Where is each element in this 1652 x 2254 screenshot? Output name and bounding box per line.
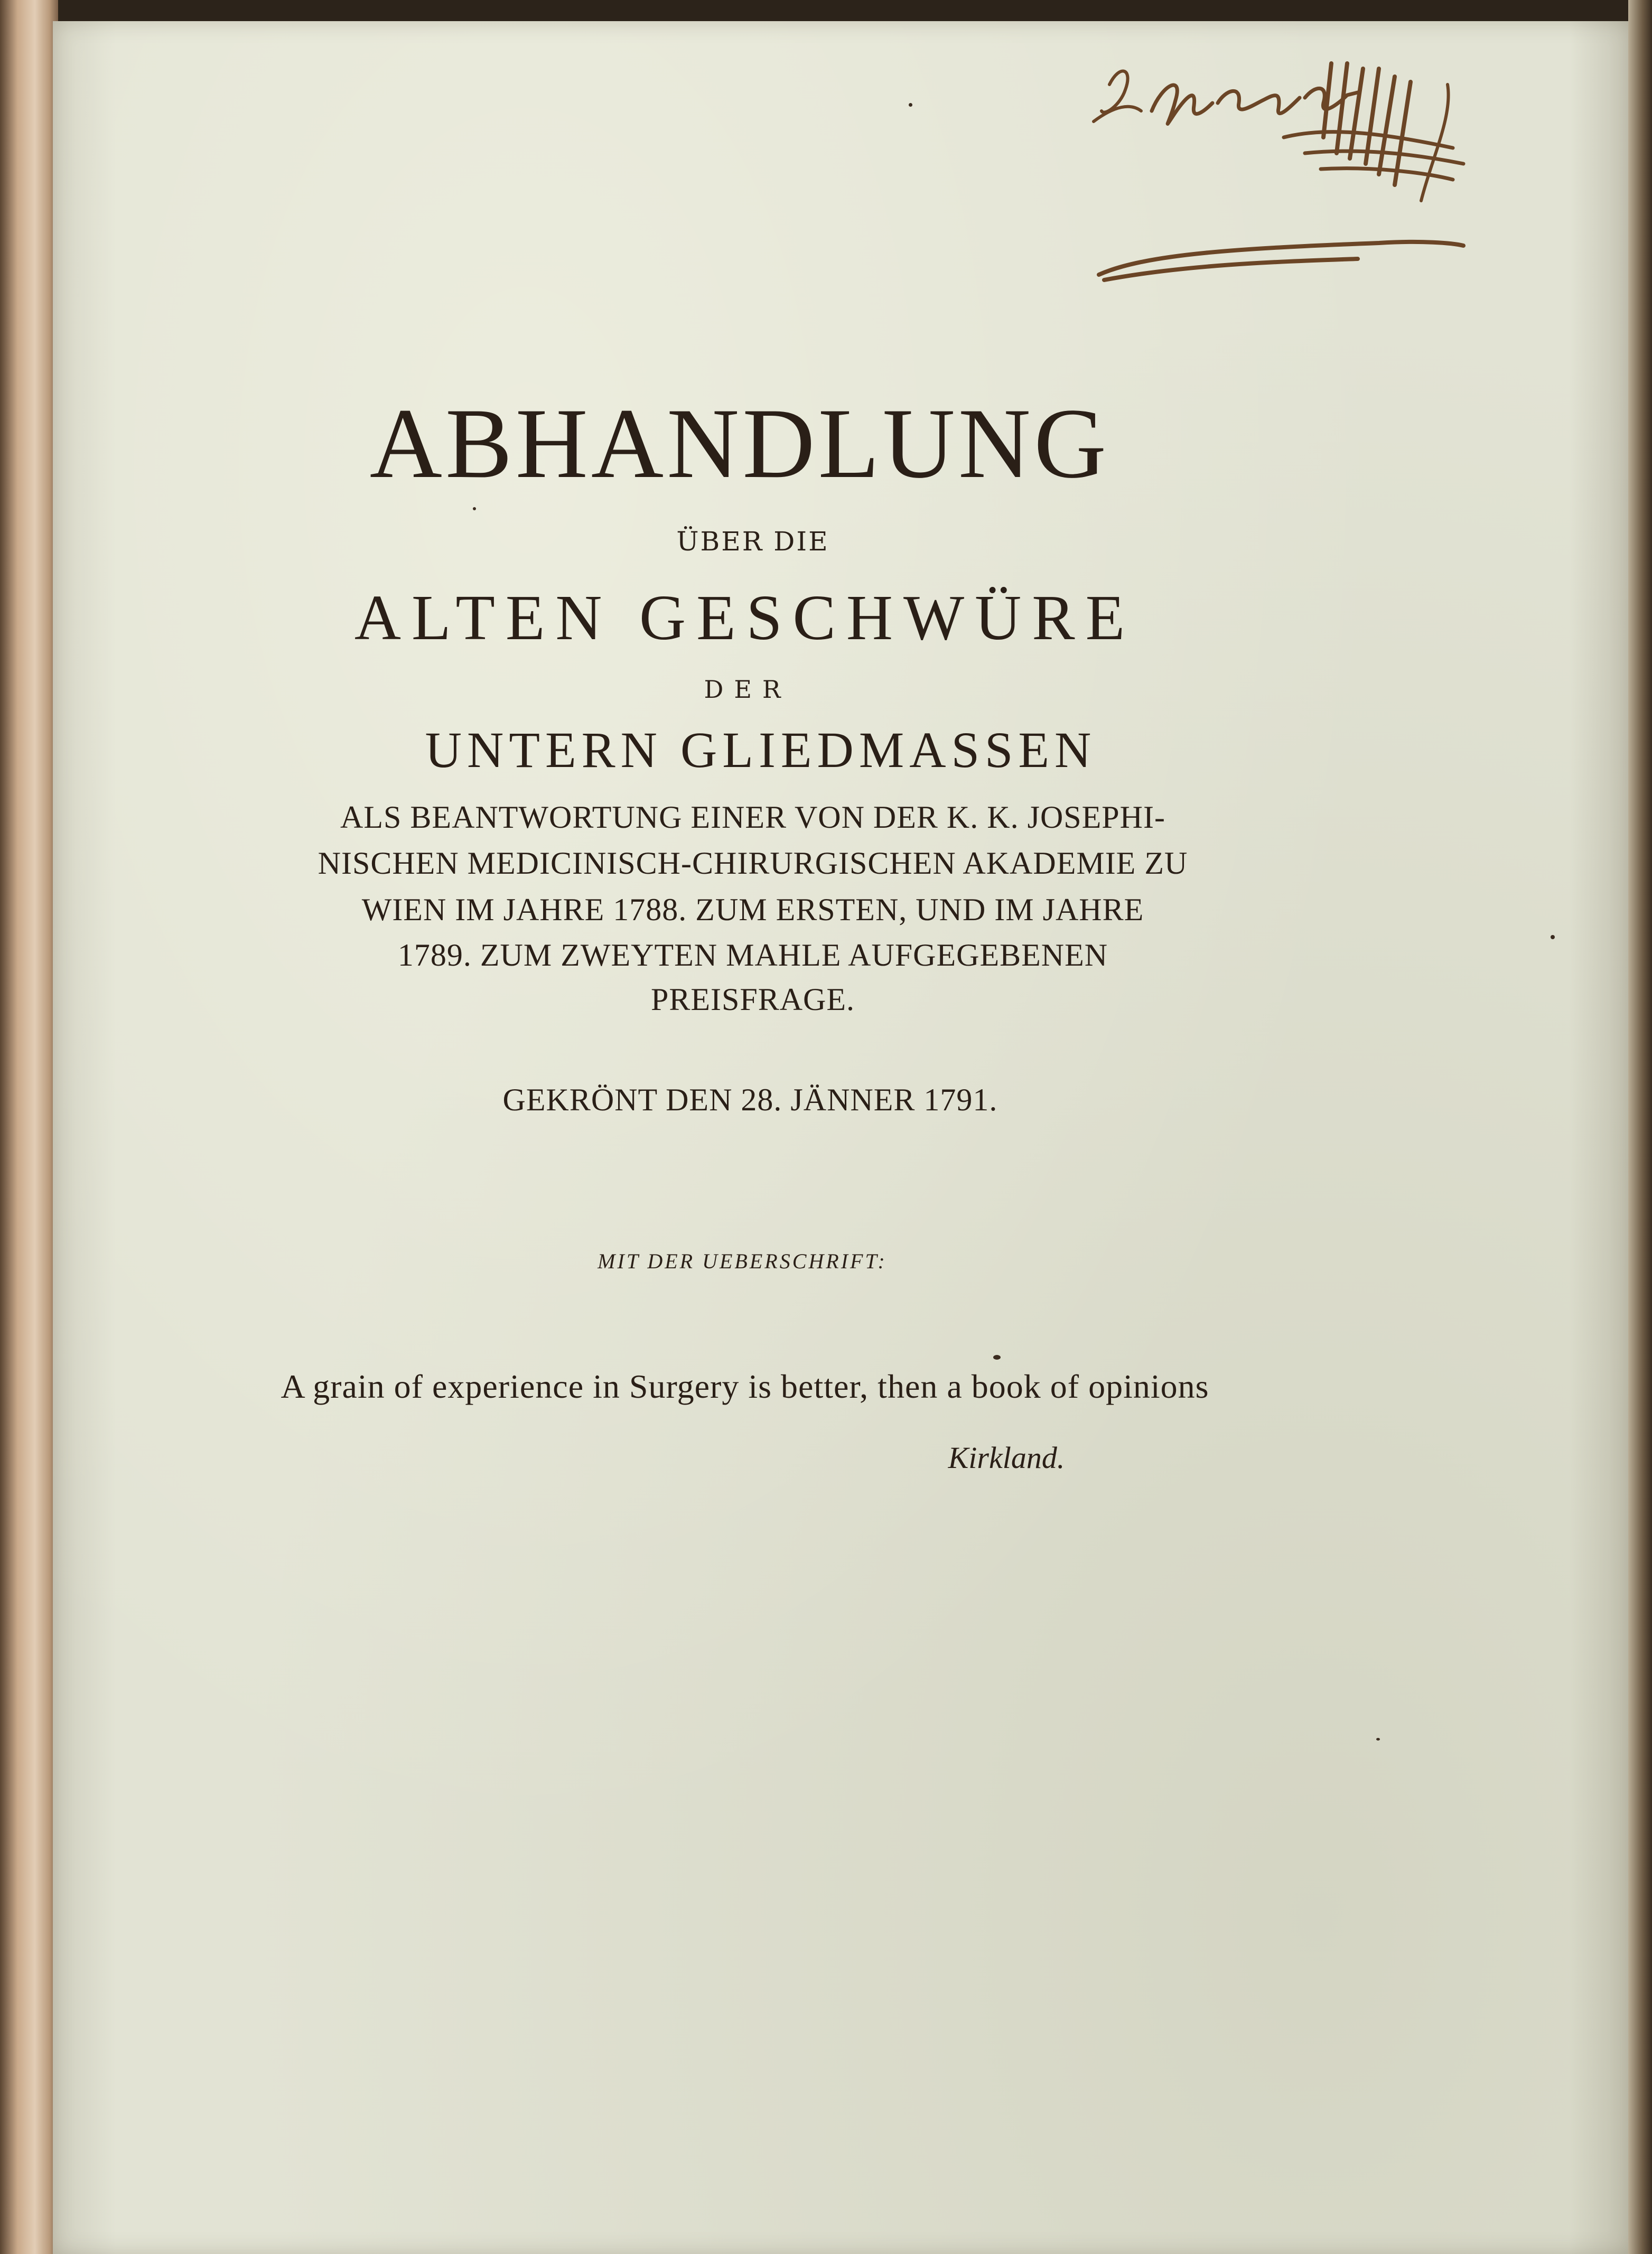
motto-quote: A grain of experience in Surgery is better, then a book of opinions bbox=[281, 1368, 1209, 1405]
motto-author: Kirkland. bbox=[948, 1441, 1065, 1475]
ink-speck bbox=[993, 1355, 1001, 1360]
crowned-date: GEKRÖNT DEN 28. JÄNNER 1791. bbox=[502, 1082, 998, 1117]
body-line-3: WIEN IM JAHRE 1788. ZUM ERSTEN, UND IM JAHRE bbox=[361, 892, 1144, 927]
subtitle-uber-die: ÜBER DIE bbox=[676, 526, 829, 557]
body-line-2: NISCHEN MEDICINISCH-CHIRURGISCHEN AKADEMIE ZU bbox=[318, 846, 1188, 881]
subtitle-der: DER bbox=[704, 675, 791, 704]
body-line-4: 1789. ZUM ZWEYTEN MAHLE AUFGEGEBENEN bbox=[397, 938, 1108, 972]
motto-heading: MIT DER UEBERSCHRIFT: bbox=[598, 1249, 887, 1273]
ink-speck bbox=[909, 103, 912, 107]
subtitle-untern-gliedmassen: UNTERN GLIEDMASSEN bbox=[425, 722, 1097, 778]
main-title: ABHANDLUNG bbox=[369, 388, 1110, 499]
body-line-1: ALS BEANTWORTUNG EINER VON DER K. K. JOSEPHI- bbox=[340, 800, 1165, 835]
ink-speck bbox=[1376, 1738, 1380, 1741]
ink-speck bbox=[473, 507, 476, 510]
body-line-5: PREISFRAGE. bbox=[650, 982, 855, 1017]
subtitle-alten-geschwure: ALTEN GESCHWÜRE bbox=[354, 582, 1136, 653]
ink-speck bbox=[1551, 935, 1555, 939]
